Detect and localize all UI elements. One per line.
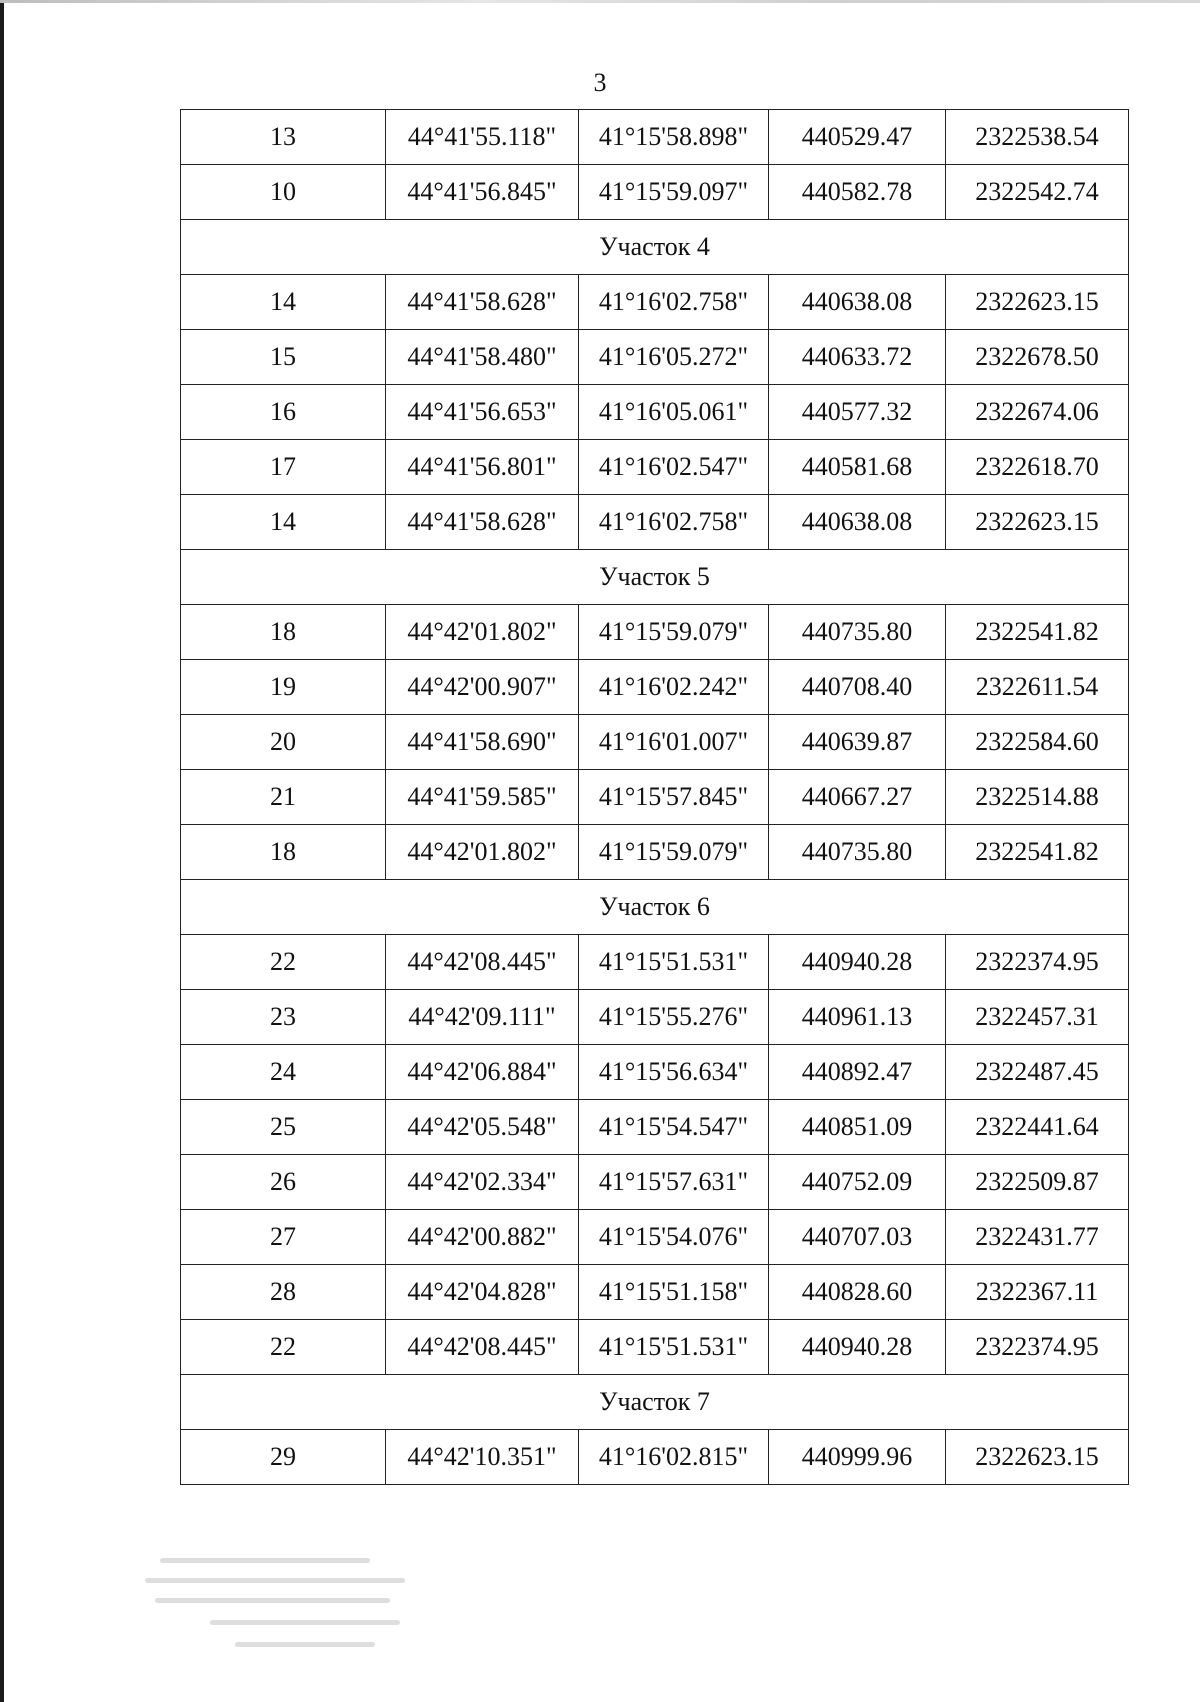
x-coordinate-cell: 440667.27: [769, 770, 946, 825]
section-title: Участок 7: [181, 1375, 1129, 1430]
faded-stamp-mark: [140, 1550, 440, 1660]
latitude-cell: 44°42'08.445": [386, 1320, 579, 1375]
longitude-cell: 41°15'57.845": [579, 770, 769, 825]
longitude-cell: 41°15'51.531": [579, 1320, 769, 1375]
y-coordinate-cell: 2322541.82: [946, 605, 1129, 660]
y-coordinate-cell: 2322584.60: [946, 715, 1129, 770]
table-row: [181, 440, 1129, 495]
longitude-cell: 41°15'57.631": [579, 1155, 769, 1210]
scan-edge-left: [0, 0, 4, 1702]
table-row: [181, 275, 1129, 330]
latitude-cell: 44°42'01.802": [386, 825, 579, 880]
point-number-cell: 18: [181, 605, 386, 660]
table-row: [181, 385, 1129, 440]
table-row: [181, 605, 1129, 660]
longitude-cell: 41°16'05.061": [579, 385, 769, 440]
longitude-cell: 41°15'59.097": [579, 165, 769, 220]
x-coordinate-cell: 440735.80: [769, 825, 946, 880]
x-coordinate-cell: 440639.87: [769, 715, 946, 770]
x-coordinate-cell: 440707.03: [769, 1210, 946, 1265]
y-coordinate-cell: 2322623.15: [946, 1430, 1129, 1485]
y-coordinate-cell: 2322374.95: [946, 1320, 1129, 1375]
latitude-cell: 44°42'09.111": [386, 990, 579, 1045]
section-title: Участок 4: [181, 220, 1129, 275]
longitude-cell: 41°15'54.076": [579, 1210, 769, 1265]
longitude-cell: 41°16'02.547": [579, 440, 769, 495]
table-row: [181, 1430, 1129, 1485]
y-coordinate-cell: 2322367.11: [946, 1265, 1129, 1320]
longitude-cell: 41°16'02.242": [579, 660, 769, 715]
longitude-cell: 41°16'05.272": [579, 330, 769, 385]
y-coordinate-cell: 2322457.31: [946, 990, 1129, 1045]
latitude-cell: 44°41'58.628": [386, 275, 579, 330]
x-coordinate-cell: 440999.96: [769, 1430, 946, 1485]
longitude-cell: 41°15'58.898": [579, 110, 769, 165]
latitude-cell: 44°42'10.351": [386, 1430, 579, 1485]
table-row: [181, 715, 1129, 770]
x-coordinate-cell: 440735.80: [769, 605, 946, 660]
latitude-cell: 44°41'59.585": [386, 770, 579, 825]
section-header-row: [181, 550, 1129, 605]
y-coordinate-cell: 2322509.87: [946, 1155, 1129, 1210]
point-number-cell: 24: [181, 1045, 386, 1100]
x-coordinate-cell: 440828.60: [769, 1265, 946, 1320]
x-coordinate-cell: 440752.09: [769, 1155, 946, 1210]
y-coordinate-cell: 2322374.95: [946, 935, 1129, 990]
point-number-cell: 14: [181, 495, 386, 550]
y-coordinate-cell: 2322611.54: [946, 660, 1129, 715]
table-row: [181, 1265, 1129, 1320]
x-coordinate-cell: 440851.09: [769, 1100, 946, 1155]
table-row: [181, 495, 1129, 550]
longitude-cell: 41°15'56.634": [579, 1045, 769, 1100]
point-number-cell: 29: [181, 1430, 386, 1485]
latitude-cell: 44°41'56.845": [386, 165, 579, 220]
table-row: [181, 990, 1129, 1045]
longitude-cell: 41°15'51.531": [579, 935, 769, 990]
table-row: [181, 770, 1129, 825]
x-coordinate-cell: 440892.47: [769, 1045, 946, 1100]
coordinates-table-body: [181, 110, 1129, 1485]
table-row: [181, 330, 1129, 385]
longitude-cell: 41°16'01.007": [579, 715, 769, 770]
table-row: [181, 1045, 1129, 1100]
y-coordinate-cell: 2322542.74: [946, 165, 1129, 220]
y-coordinate-cell: 2322487.45: [946, 1045, 1129, 1100]
section-title: Участок 6: [181, 880, 1129, 935]
point-number-cell: 19: [181, 660, 386, 715]
longitude-cell: 41°16'02.758": [579, 495, 769, 550]
section-header-row: [181, 1375, 1129, 1430]
y-coordinate-cell: 2322538.54: [946, 110, 1129, 165]
section-title: Участок 5: [181, 550, 1129, 605]
x-coordinate-cell: 440940.28: [769, 935, 946, 990]
y-coordinate-cell: 2322674.06: [946, 385, 1129, 440]
x-coordinate-cell: 440529.47: [769, 110, 946, 165]
latitude-cell: 44°41'58.690": [386, 715, 579, 770]
table-row: [181, 825, 1129, 880]
x-coordinate-cell: 440638.08: [769, 275, 946, 330]
point-number-cell: 20: [181, 715, 386, 770]
point-number-cell: 16: [181, 385, 386, 440]
y-coordinate-cell: 2322541.82: [946, 825, 1129, 880]
x-coordinate-cell: 440633.72: [769, 330, 946, 385]
x-coordinate-cell: 440577.32: [769, 385, 946, 440]
y-coordinate-cell: 2322431.77: [946, 1210, 1129, 1265]
y-coordinate-cell: 2322441.64: [946, 1100, 1129, 1155]
y-coordinate-cell: 2322618.70: [946, 440, 1129, 495]
longitude-cell: 41°15'51.158": [579, 1265, 769, 1320]
x-coordinate-cell: 440940.28: [769, 1320, 946, 1375]
latitude-cell: 44°42'06.884": [386, 1045, 579, 1100]
point-number-cell: 17: [181, 440, 386, 495]
point-number-cell: 10: [181, 165, 386, 220]
point-number-cell: 22: [181, 935, 386, 990]
point-number-cell: 25: [181, 1100, 386, 1155]
latitude-cell: 44°42'04.828": [386, 1265, 579, 1320]
point-number-cell: 14: [181, 275, 386, 330]
latitude-cell: 44°41'56.801": [386, 440, 579, 495]
latitude-cell: 44°41'55.118": [386, 110, 579, 165]
longitude-cell: 41°15'55.276": [579, 990, 769, 1045]
table-row: [181, 165, 1129, 220]
x-coordinate-cell: 440638.08: [769, 495, 946, 550]
longitude-cell: 41°15'59.079": [579, 825, 769, 880]
longitude-cell: 41°16'02.815": [579, 1430, 769, 1485]
longitude-cell: 41°15'59.079": [579, 605, 769, 660]
coordinates-table: [180, 109, 1129, 1485]
latitude-cell: 44°41'58.628": [386, 495, 579, 550]
point-number-cell: 26: [181, 1155, 386, 1210]
page-number: 3: [593, 68, 607, 97]
table-row: [181, 1155, 1129, 1210]
latitude-cell: 44°42'08.445": [386, 935, 579, 990]
table-row: [181, 660, 1129, 715]
scan-edge-top: [0, 0, 1200, 3]
latitude-cell: 44°41'58.480": [386, 330, 579, 385]
y-coordinate-cell: 2322623.15: [946, 275, 1129, 330]
table-row: [181, 1100, 1129, 1155]
longitude-cell: 41°15'54.547": [579, 1100, 769, 1155]
latitude-cell: 44°42'00.907": [386, 660, 579, 715]
point-number-cell: 28: [181, 1265, 386, 1320]
x-coordinate-cell: 440961.13: [769, 990, 946, 1045]
table-row: [181, 110, 1129, 165]
point-number-cell: 21: [181, 770, 386, 825]
x-coordinate-cell: 440581.68: [769, 440, 946, 495]
longitude-cell: 41°16'02.758": [579, 275, 769, 330]
section-header-row: [181, 220, 1129, 275]
point-number-cell: 22: [181, 1320, 386, 1375]
y-coordinate-cell: 2322623.15: [946, 495, 1129, 550]
latitude-cell: 44°42'01.802": [386, 605, 579, 660]
table-row: [181, 1320, 1129, 1375]
table-row: [181, 1210, 1129, 1265]
point-number-cell: 15: [181, 330, 386, 385]
x-coordinate-cell: 440582.78: [769, 165, 946, 220]
latitude-cell: 44°42'00.882": [386, 1210, 579, 1265]
table-row: [181, 935, 1129, 990]
point-number-cell: 27: [181, 1210, 386, 1265]
latitude-cell: 44°41'56.653": [386, 385, 579, 440]
latitude-cell: 44°42'05.548": [386, 1100, 579, 1155]
x-coordinate-cell: 440708.40: [769, 660, 946, 715]
y-coordinate-cell: 2322678.50: [946, 330, 1129, 385]
latitude-cell: 44°42'02.334": [386, 1155, 579, 1210]
point-number-cell: 18: [181, 825, 386, 880]
point-number-cell: 13: [181, 110, 386, 165]
section-header-row: [181, 880, 1129, 935]
y-coordinate-cell: 2322514.88: [946, 770, 1129, 825]
point-number-cell: 23: [181, 990, 386, 1045]
